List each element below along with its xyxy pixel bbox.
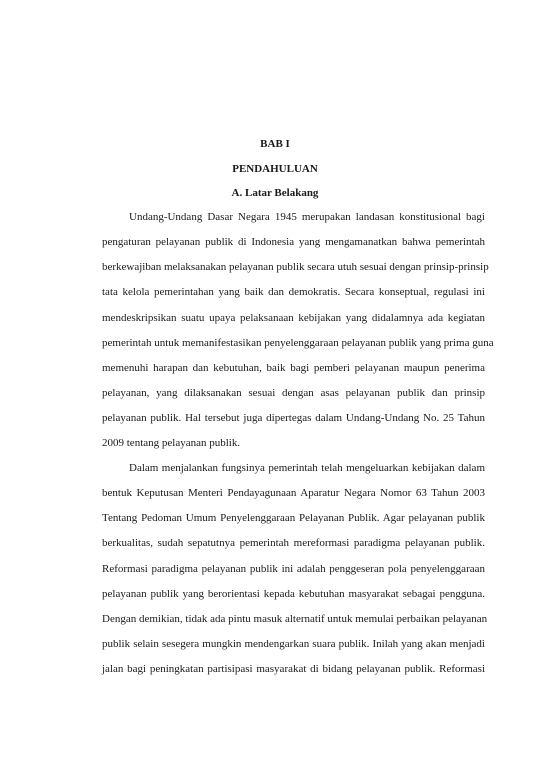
paragraph-1-line-8: pelayanan, yang dilaksanakan sesuai dengan asas pelayanan publik dan prinsip — [102, 387, 485, 399]
paragraph-2-line-3: Tentang Pedoman Umum Penyelenggaraan Pelayanan Publik. Agar pelayanan publik — [102, 512, 485, 524]
paragraph-1-line-1: Undang-Undang Dasar Negara 1945 merupakan landasan konstitusional bagi — [129, 211, 485, 223]
paragraph-1-line-3: berkewajiban melaksanakan pelayanan publik secara utuh sesuai dengan prinsip-prinsip — [102, 261, 489, 273]
paragraph-2-line-6: pelayanan publik yang berorientasi kepada kebutuhan masyarakat sebagai pengguna. — [102, 588, 485, 600]
paragraph-2-line-1: Dalam menjalankan fungsinya pemerintah telah mengeluarkan kebijakan dalam — [129, 462, 485, 474]
paragraph-1-line-2: pengaturan pelayanan publik di Indonesia yang mengamanatkan bahwa pemerintah — [102, 236, 485, 248]
paragraph-1-line-5: mendeskripsikan suatu upaya pelaksanaan kebijakan yang didalamnya ada kegiatan — [102, 312, 485, 324]
paragraph-2-line-5: Reformasi paradigma pelayanan publik ini adalah penggeseran pola penyelenggaraan — [102, 563, 485, 575]
section-title: A. Latar Belakang — [231, 187, 319, 199]
paragraph-2-line-7: Dengan demikian, tidak ada pintu masuk alternatif untuk memulai perbaikan pelayanan — [102, 613, 488, 625]
paragraph-2-line-4: berkualitas, sudah sepatutnya pemerintah mereformasi paradigma pelayanan publik. — [102, 537, 485, 549]
chapter-number: BAB I — [260, 138, 290, 150]
chapter-title: PENDAHULUAN — [232, 163, 318, 175]
paragraph-2-line-8: publik selain sesegera mungkin mendengarkan suara publik. Inilah yang akan menjadi — [102, 638, 485, 650]
paragraph-1-line-9: pelayanan publik. Hal tersebut juga dipertegas dalam Undang-Undang No. 25 Tahun — [102, 412, 485, 424]
paragraph-1-line-7: memenuhi harapan dan kebutuhan, baik bagi pemberi pelayanan maupun penerima — [102, 362, 485, 374]
paragraph-2-line-9: jalan bagi peningkatan partisipasi masyarakat di bidang pelayanan publik. Reformasi — [102, 663, 485, 675]
paragraph-2-line-2: bentuk Keputusan Menteri Pendayagunaan Aparatur Negara Nomor 63 Tahun 2003 — [102, 487, 485, 499]
paragraph-1-line-6: pemerintah untuk memanifestasikan penyelenggaraan pelayanan publik yang prima guna — [102, 337, 494, 349]
paragraph-1-line-4: tata kelola pemerintahan yang baik dan demokratis. Secara konseptual, regulasi ini — [102, 286, 485, 298]
paragraph-1-line-10: 2009 tentang pelayanan publik. — [102, 437, 241, 449]
